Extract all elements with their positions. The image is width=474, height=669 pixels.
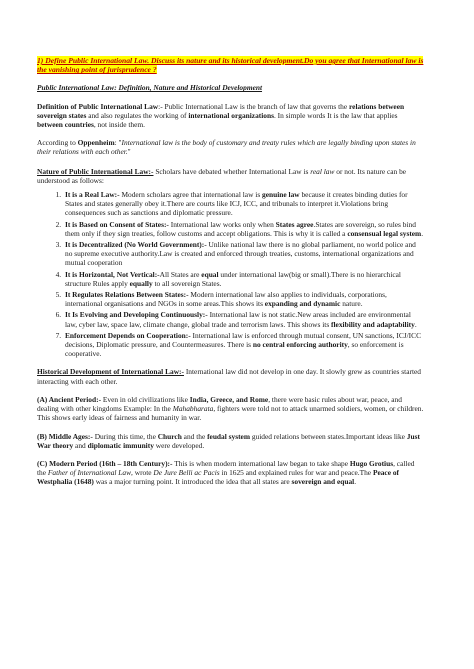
ancient-paragraph: (A) Ancient Period:- Even in old civilizations like India, Greece, and Rome, there were basic rules about war, peace, and dealing with other kingdoms Example: In the Mahabharata, fighters were told not to attack unarmed soldiers, women, or children. This shows early ideas of fairness and humanity in war.: [37, 394, 424, 423]
list-item: 7. Enforcement Depends on Cooperation:- International law is enforced through mutual consent, UN sanctions, ICJ/ICC decisions, Diplomatic pressure, and Countermeasures. There is no central enforcing authority, so enforcement is cooperative.: [63, 331, 424, 359]
modern-label: (C) Modern Period (16th – 18th Century):-: [37, 458, 173, 468]
oppenheim-name: Oppenheim: [77, 138, 115, 148]
middle-ages-label: (B) Middle Ages:-: [37, 431, 93, 441]
question-heading: [37, 56, 424, 74]
list-item: 5. It Regulates Relations Between States:- Modern international law also applies to individuals, corporations, international organisations and NGOs in some areas.This shows its expanding and dynamic nature.: [63, 290, 424, 308]
definition-paragraph: Definition of Public International Law:- Public International Law is the branch of law that governs the relations between sovereign states and also regulates the working of international organizations. In simple words It is the law that applies between countries, not inside them.: [37, 101, 405, 130]
history-paragraph: Historical Development of International Law:- International law did not develop in one day. It slowly grew as countries started interacting with each other.: [37, 367, 421, 386]
question-highlight: 1) Define Public International Law. Discuss its nature and its historical development.Do you agree that International law is the vanishing point of jurisprudence ?: [37, 56, 424, 75]
history-label: Historical Development of International Law:-: [37, 367, 184, 377]
list-item: 3. It is Decentralized (No World Government):- Unlike national law there is no global parliament, no world police and no supreme executive authority.Law is created and enforced through treaties, customs, international organizations and mutual cooperation: [63, 240, 424, 268]
list-item: 1. It is a Real Law:- Modern scholars agree that international law is genuine law because it creates binding duties for States and states generally obey it.There are courts like ICJ, ICC, and tribunals to interpret it.Violations bring consequences such as sanctions and diplomatic pressure.: [63, 190, 424, 218]
nature-list: [37, 190, 424, 358]
nature-intro: Nature of Public International Law:- Scholars have debated whether International Law is real law or not. Its nature can be understood as follows:: [37, 166, 407, 185]
list-item: 4. It is Horizontal, Not Vertical:-All States are equal under international law(big or small).There is no hierarchical structure Rules apply equally to all sovereign States.: [63, 270, 424, 288]
middle-ages-paragraph: (B) Middle Ages:- During this time, the Church and the feudal system guided relations between states.Important ideas like Just War theory and diplomatic immunity were developed.: [37, 431, 420, 450]
oppenheim-quote: International law is the body of customary and treaty rules which are legally binding upon states in their relations with each other.: [37, 138, 416, 157]
list-item: 2. It is Based on Consent of States:- International law works only when States agree.States are sovereign, so rules bind them only if they sign treaties, follow customs and accept obligations. This is why it is called a consensual legal system.: [63, 220, 424, 238]
section-title: Public International Law: Definition, Nature and Historical Development: [37, 83, 263, 93]
modern-paragraph: (C) Modern Period (16th – 18th Century):- This is when modern international law began to take shape Hugo Grotius, called the Father of International Law, wrote De Jure Belli ac Pacis in 1625 and explained rules for war and peace.The Peace of Westphalia (1648) was a major turning point. It introduced the idea that all states are sovereign and equal.: [37, 458, 415, 487]
definition-label: Definition of Public International Law: [37, 101, 159, 111]
ancient-label: (A) Ancient Period:-: [37, 394, 102, 404]
oppenheim-paragraph: According to Oppenheim: "International law is the body of customary and treaty rules which are legally binding upon states in their relations with each other.": [37, 138, 416, 157]
nature-label: Nature of Public International Law:-: [37, 166, 154, 176]
list-item: 6. It Is Evolving and Developing Continuously:- International law is not static.New areas included are environmental law, cyber law, space law, climate change, global trade and terrorism laws. This shows its flexibility and adaptability.: [63, 310, 424, 328]
